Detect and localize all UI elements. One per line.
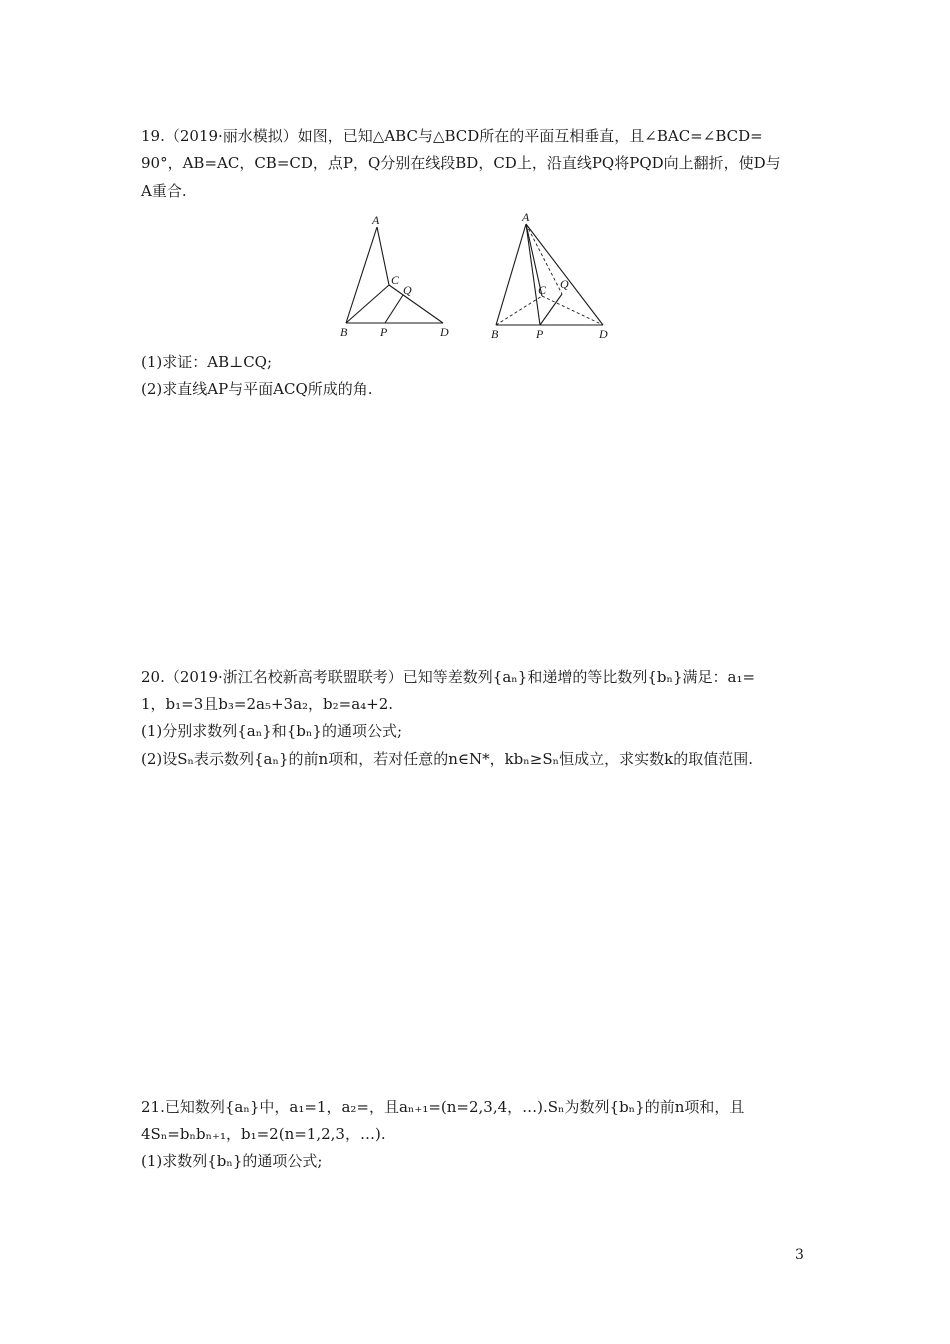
- fig2-label-c: C: [538, 283, 547, 297]
- fig2-label-d: D: [599, 327, 608, 341]
- fig1-label-c: C: [391, 273, 400, 287]
- q20-stem-line-1: 20.（2019·浙江名校新高考联盟联考）已知等差数列{aₙ}和递增的等比数列{bₙ}满足：a₁=: [141, 668, 756, 686]
- q20-part-1: (1)分别求数列{aₙ}和{bₙ}的通项公式;: [141, 722, 402, 740]
- fig1-label-p: P: [380, 325, 388, 339]
- fig2-label-q: Q: [560, 277, 569, 291]
- fig1-label-b: B: [340, 325, 348, 339]
- fig2-label-b: B: [491, 327, 499, 341]
- fig2-label-a: A: [522, 210, 530, 224]
- page-number: 3: [795, 1247, 804, 1263]
- q21-stem-line-2: 4Sₙ=bₙbₙ₊₁，b₁=2(n=1,2,3，…).: [141, 1125, 386, 1143]
- q19-stem-line-3: A重合.: [141, 182, 187, 200]
- q19-part-2: (2)求直线AP与平面ACQ所成的角.: [141, 380, 373, 398]
- fig2-label-p: P: [536, 327, 544, 341]
- q19-stem-line-1: 19.（2019·丽水模拟）如图，已知△ABC与△BCD所在的平面互相垂直，且∠BAC=∠BCD=: [141, 127, 763, 145]
- fig1-label-d: D: [440, 325, 449, 339]
- q21-stem-line-1: 21.已知数列{aₙ}中，a₁=1，a₂=，且aₙ₊₁=(n=2,3,4，…).Sₙ为数列{bₙ}的前n项和，且: [141, 1098, 745, 1116]
- fig1-label-q: Q: [403, 283, 412, 297]
- q19-figure-planar: [332, 212, 462, 340]
- q20-part-2: (2)设Sₙ表示数列{aₙ}的前n项和，若对任意的n∈N*，kbₙ≥Sₙ恒成立，求实数k的取值范围.: [141, 750, 753, 768]
- q19-part-1: (1)求证：AB⊥CQ;: [141, 353, 273, 371]
- q21-part-1: (1)求数列{bₙ}的通项公式;: [141, 1152, 323, 1170]
- q19-stem-line-2: 90°，AB=AC，CB=CD，点P，Q分别在线段BD，CD上，沿直线PQ将PQD向上翻折，使D与: [141, 154, 781, 172]
- q19-figure-folded: [486, 208, 618, 342]
- fig1-label-a: A: [372, 213, 380, 227]
- q20-stem-line-2: 1，b₁=3且b₃=2a₅+3a₂，b₂=a₄+2.: [141, 695, 394, 713]
